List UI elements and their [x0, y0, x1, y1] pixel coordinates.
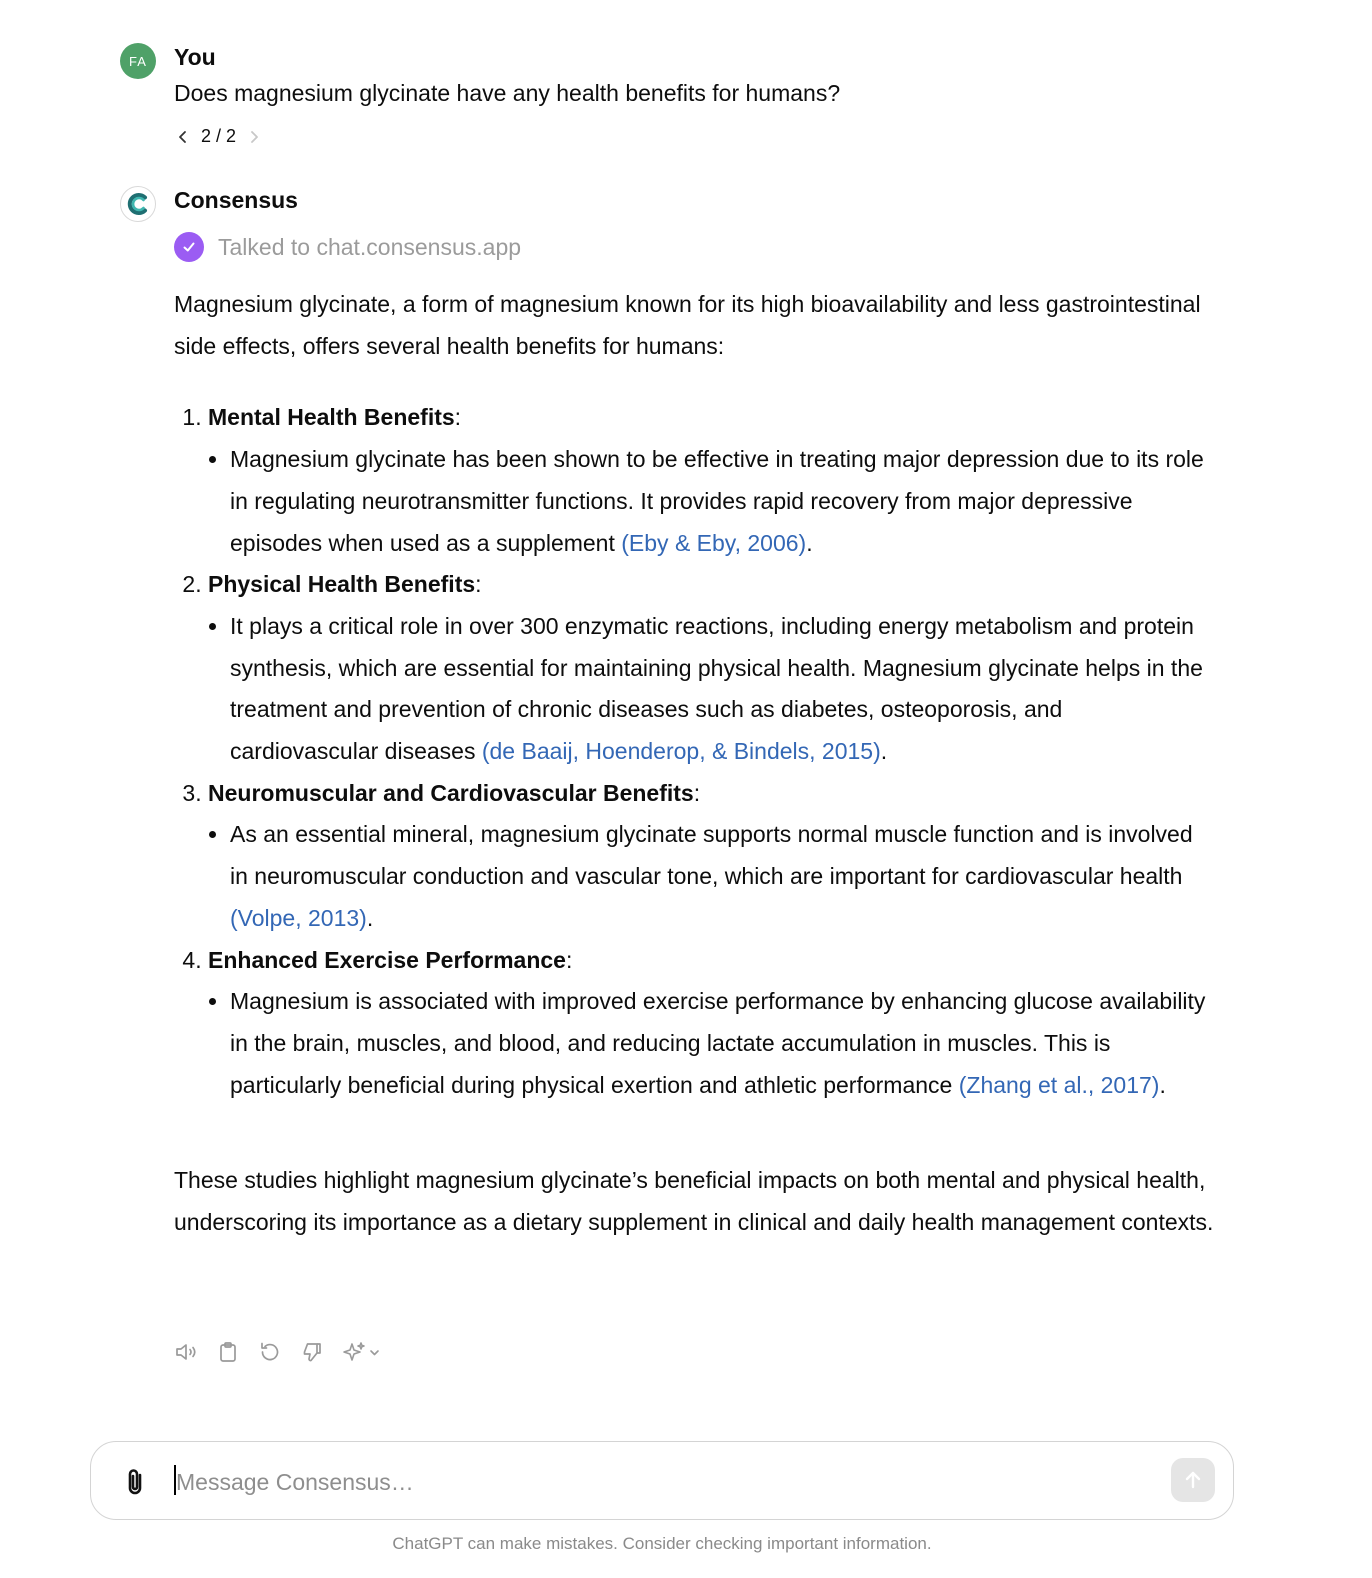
regenerate-icon[interactable] [258, 1340, 282, 1364]
paperclip-icon[interactable] [121, 1466, 151, 1498]
list-item-heading: Enhanced Exercise Performance [208, 946, 566, 973]
benefits-list [174, 397, 1214, 1106]
response-pager [174, 126, 263, 147]
message-input[interactable] [174, 1460, 1158, 1504]
speaker-icon[interactable] [174, 1340, 198, 1364]
response-conclusion: These studies highlight magnesium glycinate’s beneficial impacts on both mental and physical health, underscoring its importance as a dietary supplement in clinical and daily health management contexts. [174, 1167, 1214, 1236]
list-item-heading: Physical Health Benefits [208, 571, 476, 598]
list-item-detail: • It plays a critical role in over 300 enzymatic reactions, including energy metabolism and protein synthesis, which are essential for maintaining physical health. Magnesium glycinate helps in the treatment and prevention of chronic diseases such as diabetes, osteoporosis, and cardiovascular diseases (de Baaij, Hoenderop, & Bindels, 2015). [230, 606, 1214, 773]
chevron-right-icon[interactable] [245, 128, 263, 146]
response-intro: Magnesium glycinate, a form of magnesium known for its high bioavailability and less gastrointestinal side effects, offers several health benefits for humans: [174, 291, 1201, 359]
model-switcher[interactable] [342, 1340, 382, 1364]
send-button[interactable] [1171, 1458, 1215, 1502]
consensus-logo-icon [120, 186, 156, 222]
pager-count: 2 / 2 [201, 126, 237, 146]
list-item: 4. Enhanced Exercise Performance: • Magnesium is associated with improved exercise performance by enhancing glucose availability in the brain, muscles, and blood, and reducing lactate accumulation in muscles. This is particularly beneficial during physical exertion and athletic performance (Zhang et al., 2017). [208, 940, 1214, 1107]
message-actions [174, 1340, 382, 1364]
user-message: Does magnesium glycinate have any health benefits for humans? [174, 80, 841, 106]
citation-link[interactable]: (Eby & Eby, 2006) [621, 529, 807, 556]
clipboard-icon[interactable] [216, 1340, 240, 1364]
tool-status[interactable] [174, 232, 521, 262]
assistant-response [174, 284, 1214, 1244]
list-item-detail: • Magnesium is associated with improved exercise performance by enhancing glucose availability in the brain, muscles, and blood, and reducing lactate accumulation in muscles. This is particularly beneficial during physical exertion and athletic performance (Zhang et al., 2017). [230, 981, 1214, 1106]
citation-link[interactable]: (Zhang et al., 2017) [958, 1071, 1160, 1098]
check-icon [174, 232, 204, 262]
tool-status-text: Talked to chat.consensus.app [218, 233, 522, 260]
list-item: 3. Neuromuscular and Cardiovascular Benefits: • As an essential mineral, magnesium glycinate supports normal muscle function and is involved in neuromuscular conduction and vascular tone, which are important for cardiovascular health (Volpe, 2013). [208, 773, 1214, 940]
thumbs-down-icon[interactable] [300, 1340, 324, 1364]
list-item: 1. Mental Health Benefits: • Magnesium glycinate has been shown to be effective in treating major depression due to its role in regulating neurotransmitter functions. It provides rapid recovery from major depressive episodes when used as a supplement (Eby & Eby, 2006). [208, 397, 1214, 564]
list-item-detail: • Magnesium glycinate has been shown to be effective in treating major depression due to its role in regulating neurotransmitter functions. It provides rapid recovery from major depressive episodes when used as a supplement (Eby & Eby, 2006). [230, 439, 1214, 564]
user-name: You [174, 44, 216, 70]
list-item-heading: Mental Health Benefits [208, 404, 455, 431]
list-item: 2. Physical Health Benefits: • It plays a critical role in over 300 enzymatic reactions, including energy metabolism and protein synthesis, which are essential for maintaining physical health. Magnesium glycinate helps in the treatment and prevention of chronic diseases such as diabetes, osteoporosis, and cardiovascular diseases (de Baaij, Hoenderop, & Bindels, 2015). [208, 564, 1214, 773]
citation-link[interactable]: (Volpe, 2013) [230, 904, 367, 931]
list-item-detail: • As an essential mineral, magnesium glycinate supports normal muscle function and is involved in neuromuscular conduction and vascular tone, which are important for cardiovascular health (Volpe, 2013). [230, 814, 1214, 939]
user-avatar: FA [120, 43, 156, 79]
disclaimer: ChatGPT can make mistakes. Consider checking important information. [392, 1534, 932, 1553]
message-composer [90, 1441, 1234, 1520]
assistant-name: Consensus [174, 187, 298, 213]
chevron-left-icon[interactable] [174, 128, 192, 146]
list-item-heading: Neuromuscular and Cardiovascular Benefits [208, 779, 694, 806]
citation-link[interactable]: (de Baaij, Hoenderop, & Bindels, 2015) [481, 738, 881, 765]
